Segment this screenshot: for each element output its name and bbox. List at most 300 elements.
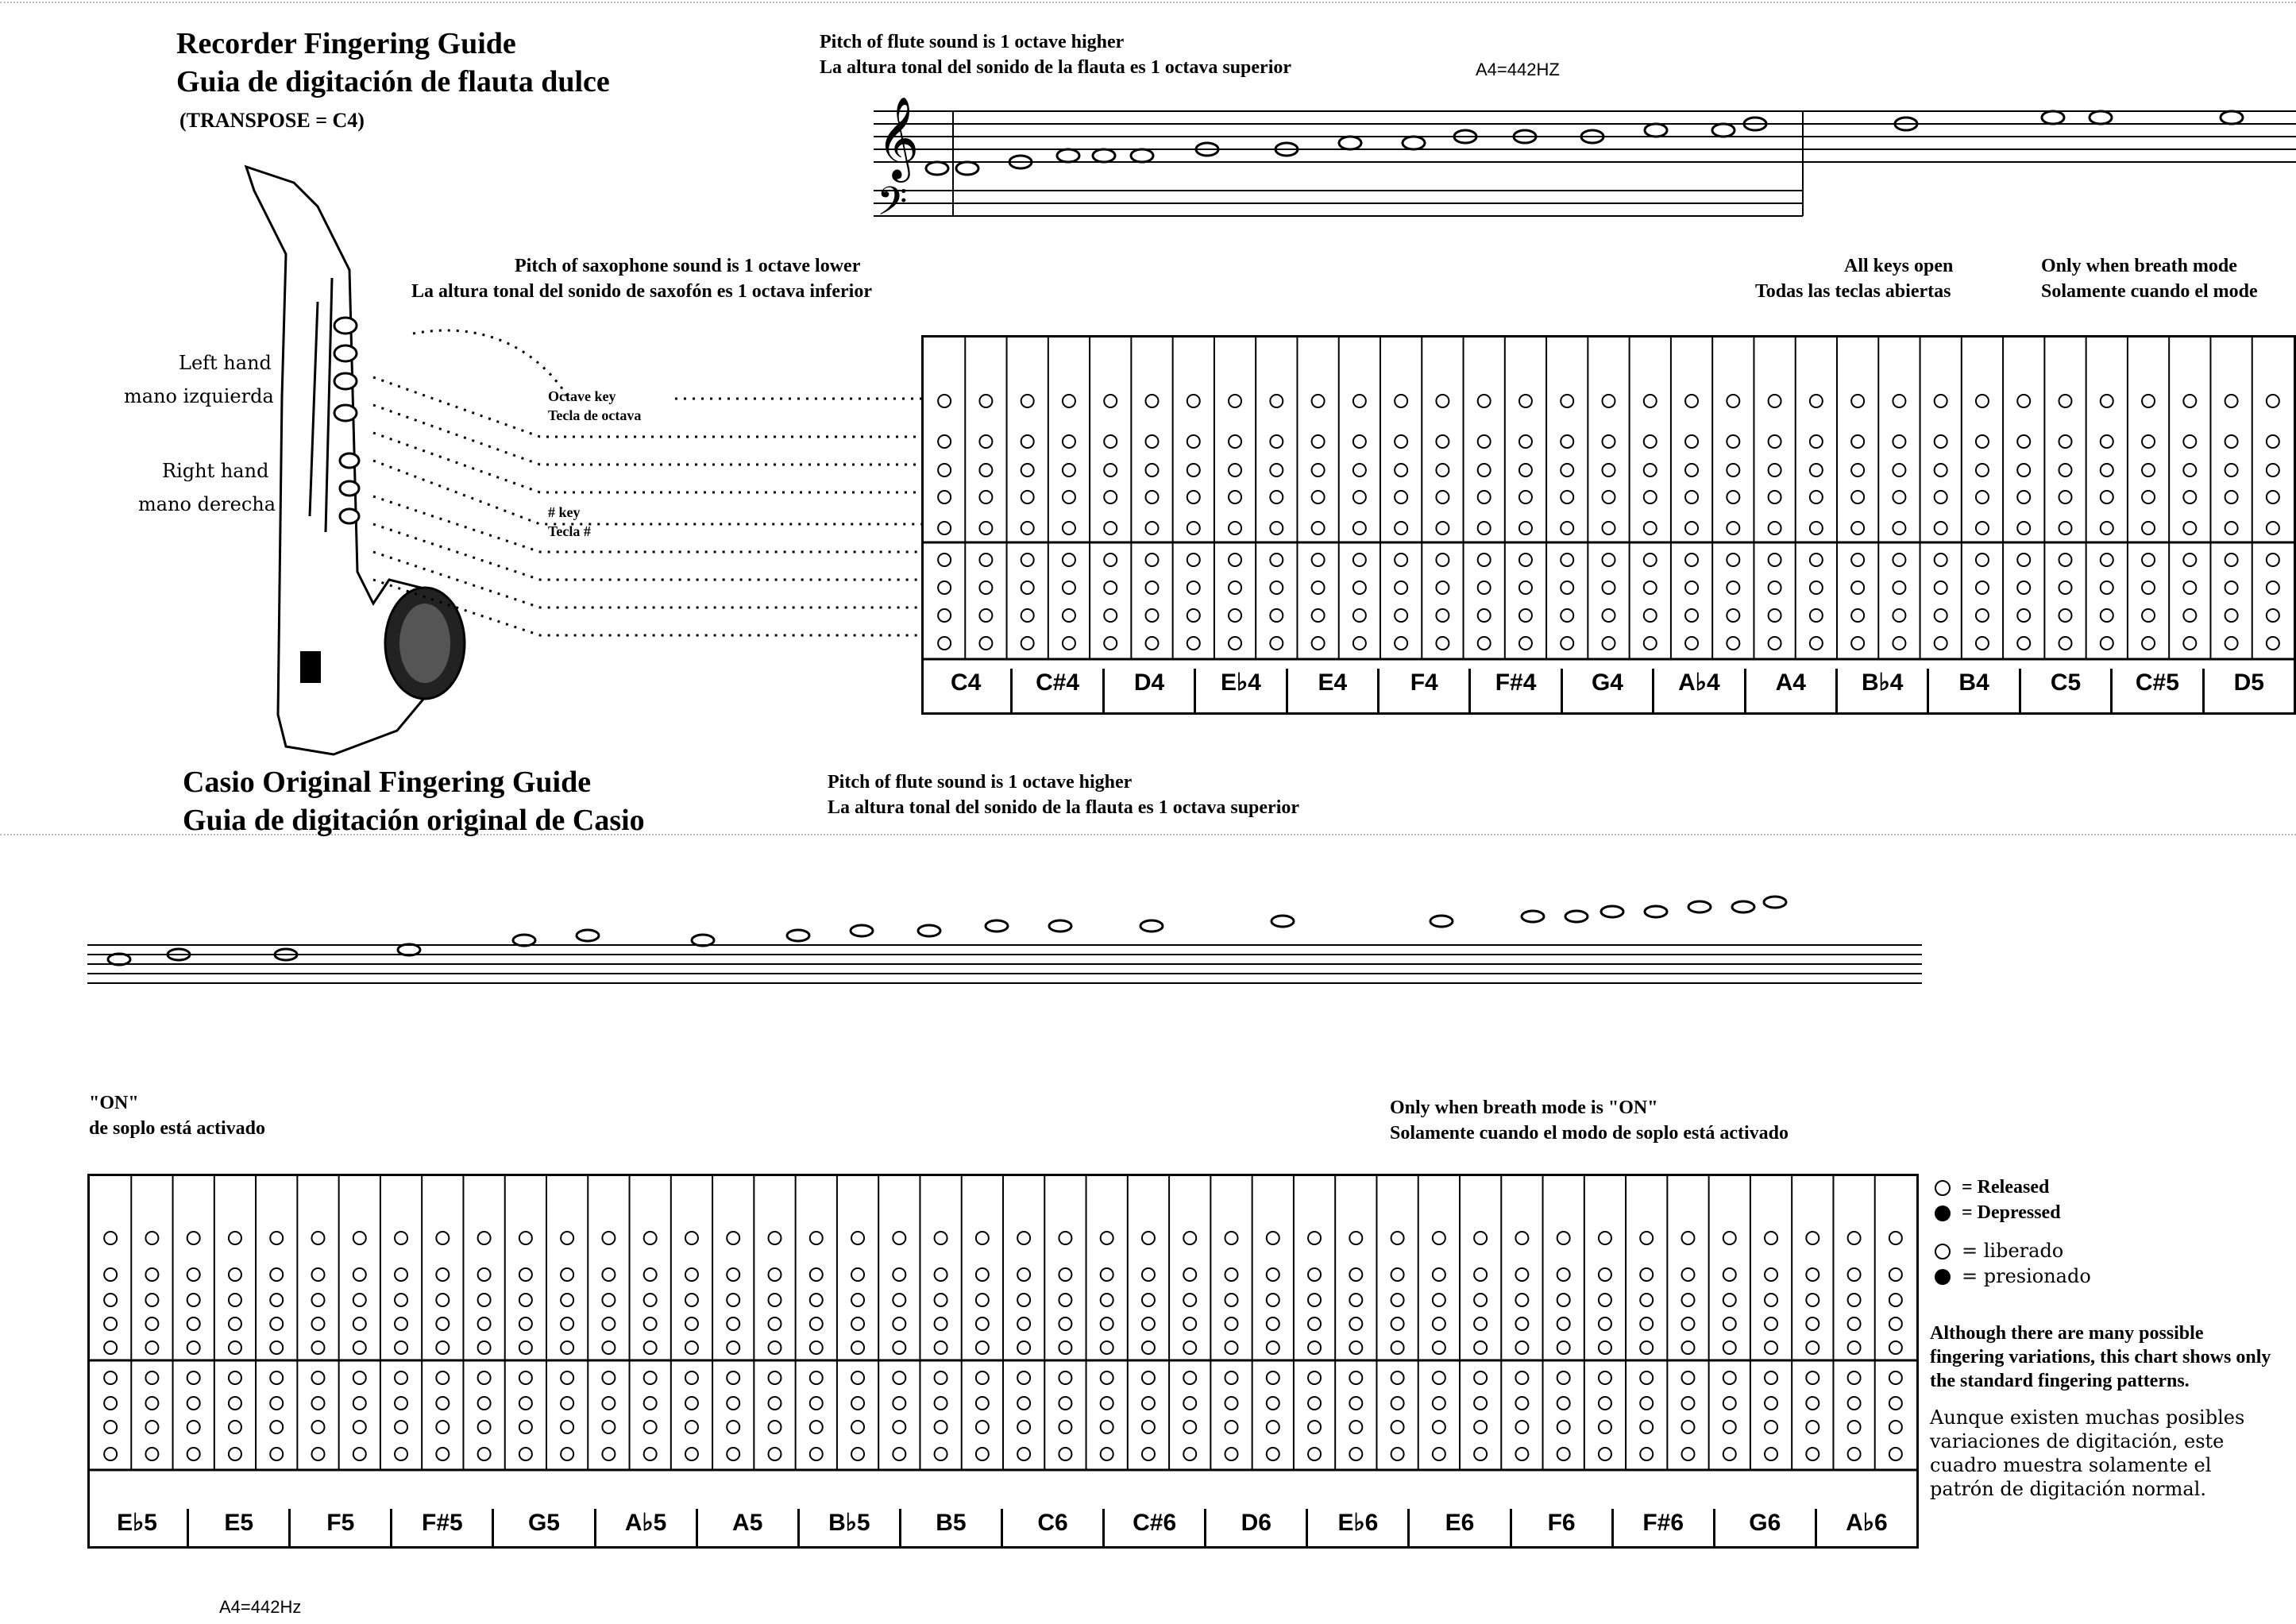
released-key-mark	[1267, 1317, 1279, 1330]
released-key-mark	[229, 1294, 241, 1306]
released-key-mark	[1349, 1294, 1362, 1306]
released-key-mark	[1769, 395, 1781, 407]
released-key-mark	[1976, 637, 1989, 650]
released-key-mark	[270, 1397, 283, 1410]
released-key-mark	[561, 1232, 573, 1244]
released-key-mark	[1225, 1232, 1238, 1244]
released-key-mark	[1353, 522, 1366, 534]
released-key-mark	[685, 1397, 698, 1410]
released-key-mark	[1146, 395, 1159, 407]
released-key-mark	[1142, 1317, 1155, 1330]
released-key-mark	[312, 1317, 325, 1330]
note-label: F#4	[1471, 669, 1562, 713]
released-key-mark	[979, 395, 992, 407]
released-key-mark	[353, 1421, 366, 1433]
released-key-mark	[1889, 1421, 1902, 1433]
sax-note-en: Pitch of saxophone sound is 1 octave lower	[515, 256, 861, 276]
released-key-mark	[810, 1448, 823, 1460]
released-key-mark	[1935, 554, 1947, 566]
released-key-mark	[1146, 491, 1159, 503]
released-key-mark	[685, 1371, 698, 1384]
released-key-mark	[685, 1268, 698, 1281]
released-key-mark	[353, 1268, 366, 1281]
released-key-mark	[1349, 1371, 1362, 1384]
released-key-mark	[1935, 491, 1947, 503]
released-key-mark	[1101, 1341, 1113, 1354]
released-key-mark	[1478, 554, 1491, 566]
released-key-mark	[1059, 1232, 1071, 1244]
released-key-mark	[2183, 637, 2196, 650]
released-key-mark	[1146, 609, 1159, 622]
top-fingering-grid	[921, 335, 2296, 715]
released-key-mark	[1229, 522, 1241, 534]
released-key-mark	[976, 1397, 989, 1410]
released-key-mark	[727, 1232, 739, 1244]
released-key-mark	[1187, 522, 1200, 534]
released-key-mark	[2183, 395, 2196, 407]
released-key-mark	[1810, 609, 1823, 622]
released-key-mark	[1101, 1371, 1113, 1384]
released-key-mark	[104, 1341, 117, 1354]
released-key-mark	[1267, 1448, 1279, 1460]
released-key-mark	[1183, 1448, 1196, 1460]
released-key-mark	[851, 1268, 864, 1281]
released-key-mark	[893, 1268, 905, 1281]
released-key-mark	[1893, 491, 1905, 503]
released-key-mark	[1225, 1341, 1238, 1354]
released-key-mark	[229, 1421, 241, 1433]
note-label: E♭6	[1308, 1509, 1410, 1547]
released-key-mark	[1349, 1317, 1362, 1330]
released-key-mark	[1395, 581, 1407, 594]
sharp-key-label-es: Tecla #	[548, 523, 591, 539]
released-key-mark	[851, 1421, 864, 1433]
released-key-mark	[1806, 1317, 1819, 1330]
released-key-mark	[145, 1232, 158, 1244]
released-key-mark	[1395, 464, 1407, 476]
released-key-mark	[229, 1341, 241, 1354]
released-key-mark	[1893, 435, 1905, 448]
released-key-mark	[2101, 609, 2113, 622]
tuning-bottom-label: A4=442Hz	[219, 1597, 302, 1617]
released-key-mark	[1644, 609, 1657, 622]
released-key-mark	[1976, 491, 1989, 503]
released-key-mark	[1640, 1397, 1653, 1410]
released-key-mark	[312, 1448, 325, 1460]
released-key-mark	[1478, 581, 1491, 594]
released-key-mark	[1561, 395, 1573, 407]
released-key-mark	[1644, 637, 1657, 650]
released-key-mark	[1229, 435, 1241, 448]
released-key-mark	[938, 637, 951, 650]
sharp-key-label: # key	[548, 504, 581, 520]
released-key-mark	[1229, 464, 1241, 476]
released-key-mark	[769, 1421, 781, 1433]
released-key-mark	[478, 1341, 491, 1354]
released-key-mark	[2101, 395, 2113, 407]
released-key-mark	[1848, 1371, 1861, 1384]
released-key-mark	[976, 1317, 989, 1330]
released-key-mark	[145, 1371, 158, 1384]
released-key-mark	[1308, 1397, 1321, 1410]
released-key-mark	[1519, 637, 1532, 650]
released-key-mark	[1104, 395, 1117, 407]
released-key-mark	[1640, 1294, 1653, 1306]
released-key-mark	[2017, 554, 2030, 566]
released-key-mark	[2017, 464, 2030, 476]
released-key-mark	[1142, 1448, 1155, 1460]
released-key-mark	[145, 1341, 158, 1354]
released-key-mark	[436, 1341, 449, 1354]
legend-liberado: = liberado	[1930, 1239, 2279, 1264]
released-key-mark	[1682, 1448, 1695, 1460]
released-key-mark	[1349, 1268, 1362, 1281]
released-key-mark	[2225, 581, 2238, 594]
released-key-mark	[1353, 491, 1366, 503]
released-key-mark	[1889, 1232, 1902, 1244]
released-key-mark	[976, 1294, 989, 1306]
released-key-mark	[1723, 1268, 1736, 1281]
released-key-mark	[1810, 491, 1823, 503]
released-key-mark	[2225, 522, 2238, 534]
released-key-mark	[2059, 464, 2072, 476]
note-label: F6	[1512, 1509, 1614, 1547]
released-key-mark	[519, 1341, 532, 1354]
released-key-mark	[1935, 435, 1947, 448]
svg-text:𝄢: 𝄢	[877, 179, 908, 234]
tuning-label: A4=442HZ	[1476, 60, 1560, 79]
released-key-mark	[1308, 1371, 1321, 1384]
released-key-mark	[1561, 609, 1573, 622]
released-key-mark	[1142, 1341, 1155, 1354]
released-key-mark	[1727, 581, 1739, 594]
released-key-mark	[1810, 554, 1823, 566]
released-key-mark	[1893, 464, 1905, 476]
top-staff	[874, 96, 2296, 234]
released-key-mark	[1312, 581, 1325, 594]
released-key-mark	[1229, 554, 1241, 566]
released-key-mark	[312, 1421, 325, 1433]
released-key-mark	[1349, 1421, 1362, 1433]
released-key-mark	[1349, 1232, 1362, 1244]
released-key-mark	[1270, 609, 1283, 622]
released-key-mark	[1225, 1294, 1238, 1306]
released-key-mark	[1889, 1397, 1902, 1410]
released-key-mark	[229, 1448, 241, 1460]
recorder-title: Recorder Fingering Guide	[176, 27, 516, 60]
released-key-mark	[979, 522, 992, 534]
released-key-mark	[395, 1232, 407, 1244]
released-key-mark	[1848, 1232, 1861, 1244]
released-key-mark	[1436, 609, 1449, 622]
top-separator	[0, 2, 2296, 3]
released-key-mark	[1519, 609, 1532, 622]
released-key-mark	[1353, 395, 1366, 407]
released-key-mark	[1519, 554, 1532, 566]
released-key-mark	[1810, 395, 1823, 407]
released-key-mark	[2059, 609, 2072, 622]
released-key-mark	[187, 1448, 200, 1460]
breath-top-en: Only when breath mode	[2041, 256, 2237, 276]
released-key-mark	[1474, 1341, 1487, 1354]
released-key-mark	[685, 1421, 698, 1433]
released-key-mark	[1146, 522, 1159, 534]
released-key-mark	[1433, 1268, 1445, 1281]
breath-top-es: Solamente cuando el mode	[2041, 281, 2258, 302]
released-key-mark	[935, 1448, 947, 1460]
released-key-mark	[2183, 435, 2196, 448]
released-key-mark	[478, 1371, 491, 1384]
released-key-mark	[1810, 464, 1823, 476]
released-key-mark	[1685, 609, 1698, 622]
flute-note-2-es: La altura tonal del sonido de la flauta es 1 octava superior	[828, 797, 1300, 818]
released-key-mark	[1640, 1371, 1653, 1384]
released-key-mark	[769, 1317, 781, 1330]
released-key-mark	[1391, 1421, 1404, 1433]
released-key-mark	[1308, 1448, 1321, 1460]
released-key-mark	[1436, 464, 1449, 476]
released-key-mark	[1769, 554, 1781, 566]
released-key-mark	[1723, 1341, 1736, 1354]
released-key-mark	[1557, 1371, 1570, 1384]
released-key-mark	[1515, 1268, 1528, 1281]
released-key-mark	[1059, 1397, 1071, 1410]
note-label: D4	[1105, 669, 1196, 713]
released-key-mark	[1395, 609, 1407, 622]
released-key-mark	[1391, 1341, 1404, 1354]
legend-depressed: = Depressed	[1930, 1201, 2279, 1231]
released-key-mark	[851, 1317, 864, 1330]
note-label: E♭5	[87, 1509, 189, 1547]
released-key-mark	[1395, 395, 1407, 407]
released-key-mark	[478, 1317, 491, 1330]
released-key-mark	[2267, 522, 2279, 534]
released-key-mark	[1104, 609, 1117, 622]
released-key-mark	[1270, 637, 1283, 650]
released-key-mark	[1142, 1232, 1155, 1244]
released-key-mark	[1644, 554, 1657, 566]
released-key-mark	[1183, 1421, 1196, 1433]
released-key-mark	[893, 1317, 905, 1330]
released-key-mark	[1229, 395, 1241, 407]
released-key-mark	[1474, 1294, 1487, 1306]
released-key-mark	[1889, 1341, 1902, 1354]
released-key-mark	[395, 1448, 407, 1460]
released-key-mark	[1765, 1341, 1777, 1354]
released-key-mark	[1644, 464, 1657, 476]
released-key-mark	[602, 1317, 615, 1330]
released-key-mark	[685, 1317, 698, 1330]
released-key-mark	[769, 1371, 781, 1384]
released-key-mark	[1599, 1232, 1611, 1244]
released-key-mark	[353, 1341, 366, 1354]
released-key-mark	[2101, 464, 2113, 476]
released-key-mark	[938, 554, 951, 566]
released-key-mark	[1889, 1371, 1902, 1384]
released-key-mark	[270, 1448, 283, 1460]
released-key-mark	[1769, 609, 1781, 622]
released-key-mark	[1765, 1397, 1777, 1410]
released-key-mark	[1515, 1317, 1528, 1330]
released-key-mark	[2183, 581, 2196, 594]
note-label: D5	[2205, 669, 2296, 713]
released-key-mark	[1851, 491, 1864, 503]
released-key-mark	[644, 1448, 657, 1460]
released-key-mark	[1769, 491, 1781, 503]
released-key-mark	[1603, 395, 1615, 407]
released-key-mark	[2142, 522, 2155, 534]
released-key-mark	[187, 1232, 200, 1244]
released-key-mark	[2059, 554, 2072, 566]
released-key-mark	[395, 1294, 407, 1306]
released-key-mark	[893, 1294, 905, 1306]
recorder-title-es: Guia de digitación de flauta dulce	[176, 65, 610, 98]
released-key-mark	[1146, 581, 1159, 594]
released-key-mark	[1519, 522, 1532, 534]
released-key-mark	[2225, 554, 2238, 566]
released-key-mark	[2101, 581, 2113, 594]
released-key-mark	[851, 1341, 864, 1354]
released-key-mark	[1723, 1421, 1736, 1433]
released-key-mark	[1312, 395, 1325, 407]
released-key-mark	[1059, 1421, 1071, 1433]
released-key-mark	[935, 1397, 947, 1410]
released-key-mark	[1017, 1397, 1030, 1410]
released-key-mark	[561, 1341, 573, 1354]
released-key-mark	[1644, 522, 1657, 534]
released-key-mark	[685, 1448, 698, 1460]
released-key-mark	[1267, 1397, 1279, 1410]
released-key-mark	[1478, 435, 1491, 448]
released-key-mark	[1353, 609, 1366, 622]
released-key-mark	[1142, 1371, 1155, 1384]
released-key-mark	[1353, 435, 1366, 448]
released-key-mark	[2017, 522, 2030, 534]
released-key-mark	[1640, 1317, 1653, 1330]
released-key-mark	[1478, 609, 1491, 622]
released-key-mark	[1187, 554, 1200, 566]
released-key-mark	[1436, 395, 1449, 407]
released-key-mark	[1603, 609, 1615, 622]
released-key-mark	[1976, 522, 1989, 534]
released-key-mark	[1312, 522, 1325, 534]
released-key-mark	[1640, 1341, 1653, 1354]
released-key-mark	[1851, 522, 1864, 534]
released-key-mark	[1515, 1448, 1528, 1460]
released-key-mark	[1063, 581, 1075, 594]
released-key-mark	[810, 1397, 823, 1410]
released-key-mark	[602, 1448, 615, 1460]
released-key-mark	[1270, 435, 1283, 448]
released-key-mark	[1561, 581, 1573, 594]
released-key-mark	[851, 1232, 864, 1244]
released-key-mark	[1557, 1421, 1570, 1433]
released-key-mark	[1183, 1232, 1196, 1244]
released-key-mark	[1640, 1232, 1653, 1244]
released-key-mark	[1848, 1397, 1861, 1410]
released-key-mark	[1146, 554, 1159, 566]
released-key-mark	[769, 1397, 781, 1410]
note-text-en: Although there are many possible fingering variations, this chart shows only the standard fingering patterns.	[1930, 1323, 2271, 1391]
released-key-mark	[893, 1448, 905, 1460]
released-key-mark	[1391, 1268, 1404, 1281]
released-key-mark	[312, 1397, 325, 1410]
released-key-mark	[2225, 609, 2238, 622]
note-label: A4	[1746, 669, 1838, 713]
released-key-mark	[935, 1317, 947, 1330]
released-key-mark	[1104, 581, 1117, 594]
released-key-mark	[644, 1421, 657, 1433]
released-key-mark	[1225, 1421, 1238, 1433]
released-key-mark	[1848, 1268, 1861, 1281]
released-key-mark	[1515, 1421, 1528, 1433]
released-key-mark	[145, 1294, 158, 1306]
released-key-mark	[104, 1397, 117, 1410]
released-key-mark	[938, 609, 951, 622]
released-key-mark	[1017, 1371, 1030, 1384]
released-key-mark	[979, 464, 992, 476]
released-key-mark	[1810, 522, 1823, 534]
released-key-mark	[519, 1294, 532, 1306]
released-key-mark	[1063, 637, 1075, 650]
released-key-mark	[1146, 637, 1159, 650]
released-key-mark	[1727, 522, 1739, 534]
released-key-mark	[1308, 1421, 1321, 1433]
released-key-mark	[1806, 1232, 1819, 1244]
released-key-mark	[935, 1341, 947, 1354]
released-key-mark	[769, 1448, 781, 1460]
released-key-mark	[2225, 395, 2238, 407]
released-key-mark	[644, 1341, 657, 1354]
released-key-mark	[519, 1371, 532, 1384]
released-key-mark	[312, 1294, 325, 1306]
released-key-mark	[2101, 491, 2113, 503]
released-key-mark	[1644, 491, 1657, 503]
released-key-mark	[1187, 491, 1200, 503]
released-key-mark	[810, 1294, 823, 1306]
released-key-mark	[1101, 1232, 1113, 1244]
released-key-mark	[938, 395, 951, 407]
released-key-mark	[145, 1397, 158, 1410]
released-key-mark	[1561, 435, 1573, 448]
released-key-mark	[644, 1294, 657, 1306]
released-key-mark	[1557, 1341, 1570, 1354]
released-key-mark	[478, 1448, 491, 1460]
released-key-mark	[2059, 491, 2072, 503]
released-key-mark	[1851, 609, 1864, 622]
released-key-mark	[1515, 1341, 1528, 1354]
released-key-mark	[1183, 1317, 1196, 1330]
released-key-mark	[1391, 1317, 1404, 1330]
released-key-mark	[1644, 435, 1657, 448]
released-key-mark	[1270, 491, 1283, 503]
released-key-mark	[561, 1448, 573, 1460]
note-label: G6	[1715, 1509, 1817, 1547]
released-key-mark	[1848, 1294, 1861, 1306]
released-key-mark	[1723, 1397, 1736, 1410]
released-key-mark	[976, 1448, 989, 1460]
released-key-mark	[353, 1371, 366, 1384]
released-key-mark	[1727, 554, 1739, 566]
released-key-mark	[519, 1232, 532, 1244]
released-key-mark	[1142, 1294, 1155, 1306]
note-label: F5	[291, 1509, 392, 1547]
released-key-mark	[145, 1448, 158, 1460]
released-key-mark	[2183, 464, 2196, 476]
released-key-mark	[1851, 581, 1864, 594]
released-key-mark	[1806, 1341, 1819, 1354]
released-key-mark	[1021, 491, 1034, 503]
